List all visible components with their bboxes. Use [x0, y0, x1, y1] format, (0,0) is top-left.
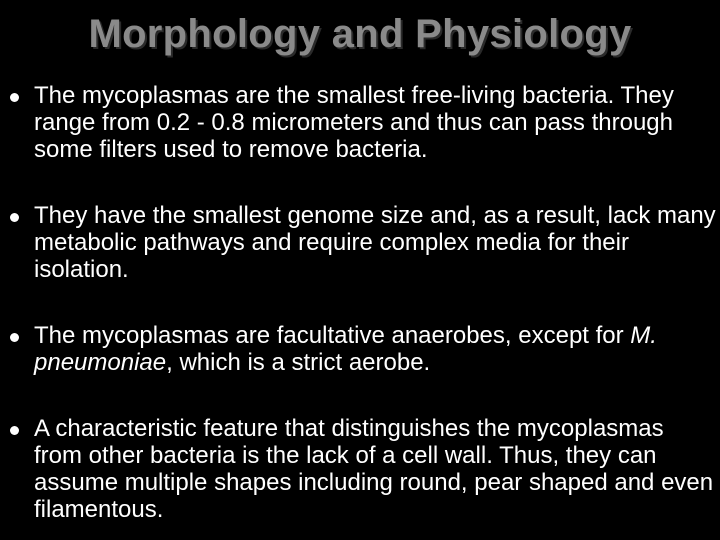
bullet-text: [34, 322, 716, 376]
bullet-dot-icon: [10, 93, 19, 102]
bullet-text-after: , which is a strict aerobe.: [166, 349, 431, 376]
bullet-text: A characteristic feature that distinguishes the mycoplasmas from other bacteria is the lack of a cell wall. Thus, they can assume multiple shapes including round, pear shaped and even filamentous.: [34, 415, 714, 523]
slide-title: Morphology and Physiology: [88, 12, 632, 56]
bullet-text: The mycoplasmas are the smallest free-living bacteria. They range from 0.2 - 0.8 micrometers and thus can pass through some filters used to remove bacteria.: [34, 82, 674, 163]
bullet-dot-icon: [10, 333, 19, 342]
bullet-dot-icon: [10, 213, 19, 222]
bullet-text-before: The mycoplasmas are facultative anaerobes, except for: [34, 322, 631, 349]
bullet-text: They have the smallest genome size and, as a result, lack many metabolic pathways and require complex media for their isolation.: [34, 202, 716, 283]
bullet-dot-icon: [10, 426, 19, 435]
species-name: M. pneumoniae: [34, 322, 657, 376]
